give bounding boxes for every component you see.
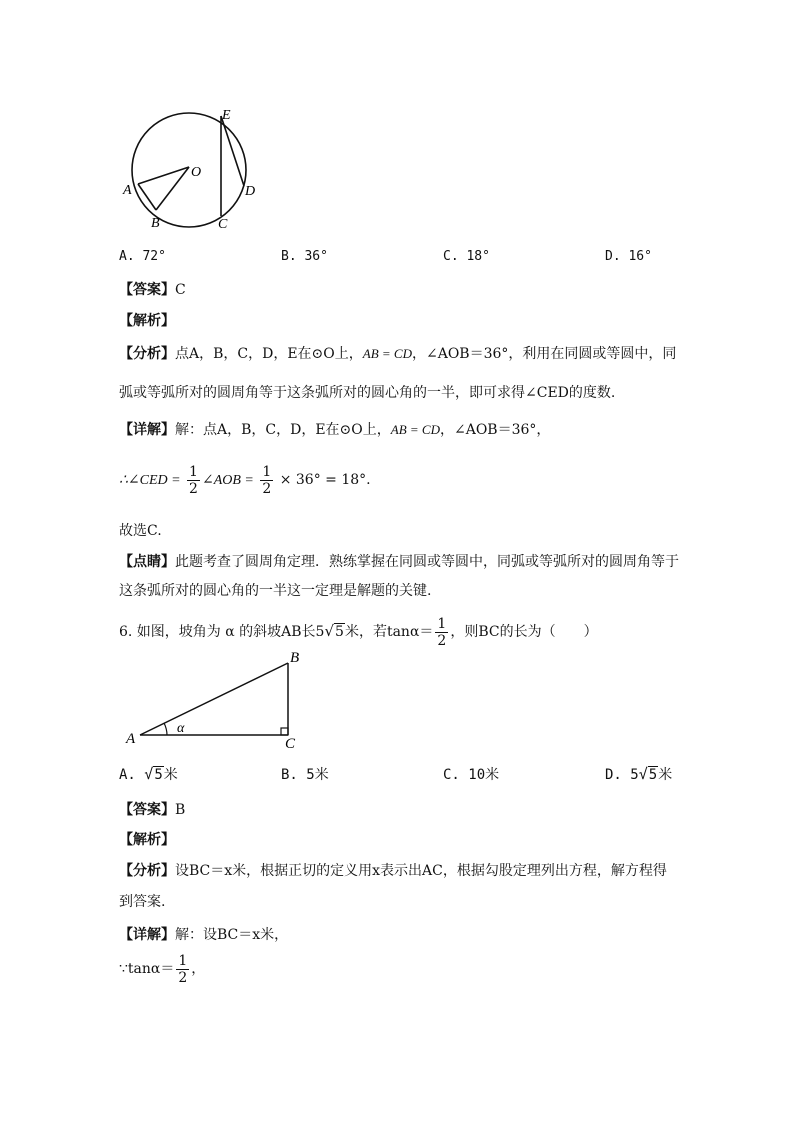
fraction-half-because: $\frac{1}{2}$ [178,952,188,986]
q6-option-a: A. √5米 [119,765,178,783]
angle-arc [164,723,167,735]
label-b-tri: B [290,650,300,666]
q5-option-d: D. 16° [605,249,652,264]
q6-analysis-heading: 【解析】 [119,832,175,848]
label-a: A [123,183,132,198]
q5-option-a: A. 72° [119,249,166,264]
label-e: E [222,108,231,123]
segment-ab [138,184,156,210]
q6-option-b: B. 5米 [281,767,329,783]
q5-option-c: C. 18° [443,249,490,264]
q6-option-c: C. 10米 [443,767,500,783]
fraction-half-2: $\frac{1}{2}$ [262,463,272,497]
segment-ed [221,116,244,186]
label-b: B [151,216,160,231]
circle-o [132,113,246,227]
label-o: O [191,165,202,180]
circle-figure [118,100,268,235]
q6-stem: 6. 如图，坡角为 α 的斜坡AB长5√5米，若tanα＝ $\frac{1}{2}$ ，则BC的长为（ ） [119,615,598,649]
q5-xiangjie-line1: 【详解】解：点A，B，C，D，E在⊙O上，AB = CD，∠AOB＝36°， [119,422,551,438]
label-c-tri: C [285,736,296,752]
q5-dianjing-line2: 这条弧所对的圆心角的一半这一定理是解题的关键. [119,583,432,599]
label-c: C [218,217,228,232]
q5-formula: ∴∠CED = $\frac{1}{2}$ ∠AOB = $\frac{1}{2}$ × 36° = 18°. [119,463,371,497]
q6-fenxi-line1: 【分析】设BC＝x米，根据正切的定义用x表示出AC，根据勾股定理列出方程，解方程得 [119,863,667,879]
label-alpha: α [177,721,185,736]
q6-answer: 【答案】B [119,802,186,818]
label-a-tri: A [126,731,136,747]
q6-option-d: D. 5√5米 [605,765,673,783]
fraction-half-stem: $\frac{1}{2}$ [437,615,447,649]
arc-equality: AB = CD [362,346,412,361]
segment-oa [138,167,189,184]
q6-xiangjie-line1: 【详解】解：设BC＝x米， [119,927,289,943]
label-d: D [245,184,256,199]
q6-fenxi-line2: 到答案. [119,894,166,910]
segment-ob [156,167,189,210]
q5-answer: 【答案】C [119,282,186,298]
arc-equality-2: AB = CD [390,422,440,437]
q5-dianjing-line1: 【点睛】此题考查了圆周角定理．熟练掌握在同圆或等圆中，同弧或等弧所对的圆周角等于 [119,554,679,570]
triangle-figure [120,645,310,753]
q5-fenxi-line2: 弧或等弧所对的圆周角等于这条弧所对的圆心角的一半，即可求得∠CED的度数. [119,385,616,401]
fraction-half: $\frac{1}{2}$ [189,463,198,497]
q5-analysis-heading: 【解析】 [119,313,175,329]
q5-guxuan: 故选C. [119,523,162,539]
q6-because-line: ∵tanα＝ $\frac{1}{2}$ ， [119,952,206,986]
right-angle-mark [281,728,288,735]
q5-fenxi-line1: 【分析】点A，B，C，D，E在⊙O上，AB = CD，∠AOB＝36°，利用在同圆或等圆中，同 [119,346,677,362]
q5-option-b: B. 36° [281,249,328,264]
side-ab [140,663,288,735]
